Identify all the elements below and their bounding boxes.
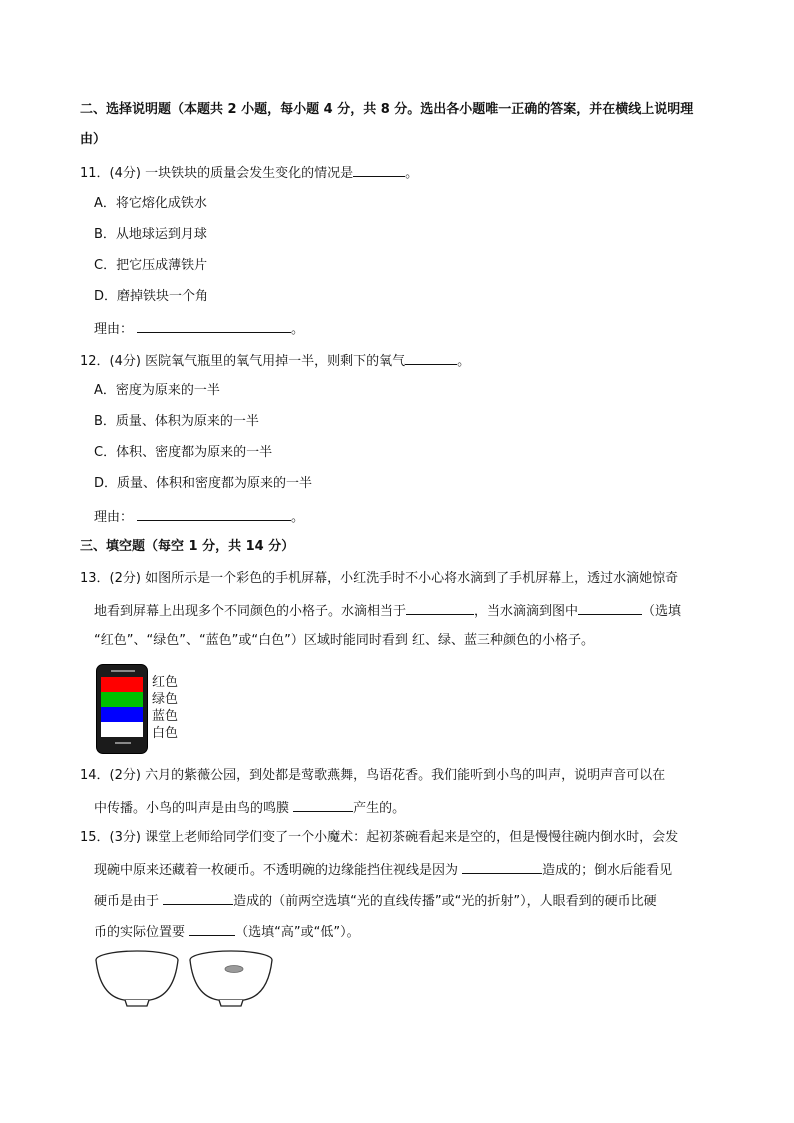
q15-line3-end: 造成的（前两空选填“光的直线传播”或“光的折射”），人眼看到的硬币比硬 xyxy=(233,894,657,909)
section2-title-line2: 由） xyxy=(80,132,107,147)
q13-line2-text: 地看到屏幕上出现多个不同颜色的小格子。水滴相当于 xyxy=(94,604,407,619)
label-blue: 蓝色 xyxy=(152,709,179,724)
q15-line1: 15．(3分) 课堂上老师给同学们变了一个小魔术：起初茶碗看起来是空的，但是慢慢往碗内倒水时，会发 xyxy=(80,830,679,845)
screen-red-region xyxy=(101,677,143,692)
label-white: 白色 xyxy=(152,726,179,741)
phone-brand-mark xyxy=(111,670,135,672)
q13-blank-2[interactable] xyxy=(578,601,642,615)
empty-bowl-figure xyxy=(92,948,182,1010)
q15-line3-text: 硬币是由于 xyxy=(94,894,164,909)
q11-reason xyxy=(94,319,304,339)
q13-line2-mid: ，当水滴滴到图中 xyxy=(474,604,579,619)
q15-blank-3[interactable] xyxy=(189,922,235,936)
bowl-foot xyxy=(219,1000,243,1006)
phone-figure-labels xyxy=(152,674,178,742)
q12-stem-text: 12．(4分) 医院氧气瓶里的氧气用掉一半，则剩下的氧气 xyxy=(80,354,406,369)
q14-line2 xyxy=(94,798,405,818)
q13-line2 xyxy=(94,601,681,621)
q15-line2-end: 造成的；倒水后能看见 xyxy=(542,863,673,878)
q12-reason-blank[interactable] xyxy=(137,507,291,521)
q15-line2 xyxy=(94,860,672,880)
q11-option-c: C．把它压成薄铁片 xyxy=(94,258,208,273)
screen-blue-region xyxy=(101,707,143,722)
q15-blank-2[interactable] xyxy=(163,891,233,905)
section2-title-line1: 二、选择说明题（本题共 2 小题，每小题 4 分，共 8 分。选出各小题唯一正确的答案，并在横线上说明理 xyxy=(80,102,694,117)
q12-reason-label: 理由： xyxy=(94,510,134,525)
bowl-body xyxy=(96,960,178,1000)
q12-answer-blank[interactable] xyxy=(405,351,457,365)
q11-reason-blank[interactable] xyxy=(137,319,291,333)
q12-option-c: C．体积、密度都为原来的一半 xyxy=(94,445,273,460)
q12-option-b: B．质量、体积为原来的一半 xyxy=(94,414,259,429)
q12-option-a: A．密度为原来的一半 xyxy=(94,383,220,398)
q15-blank-1[interactable] xyxy=(462,860,542,874)
phone-model-mark xyxy=(115,742,131,744)
q14-line2-text: 中传播。小鸟的叫声是由鸟的鸣膜 xyxy=(94,801,294,816)
coin-bowl-figure xyxy=(186,948,276,1010)
q15-line4-text: 币的实际位置要 xyxy=(94,925,190,940)
q11-option-a: A．将它熔化成铁水 xyxy=(94,196,207,211)
q13-line3: “红色”、“绿色”、“蓝色”或“白色”）区域时能同时看到 红、绿、蓝三种颜色的小格子。 xyxy=(94,633,595,648)
q15-line4 xyxy=(94,922,360,942)
q13-blank-1[interactable] xyxy=(406,601,474,615)
q15-line3 xyxy=(94,891,657,911)
q14-line2-end: 产生的。 xyxy=(353,801,406,816)
q11-reason-end: 。 xyxy=(291,322,305,337)
q11-stem-text: 11．(4分) 一块铁块的质量会发生变化的情况是 xyxy=(80,166,354,181)
bowl-foot xyxy=(125,1000,149,1006)
q11-option-d: D．磨掉铁块一个角 xyxy=(94,289,209,304)
q12-option-d: D．质量、体积和密度都为原来的一半 xyxy=(94,476,313,491)
q14-blank[interactable] xyxy=(293,798,353,812)
q14-line1: 14．(2分) 六月的紫薇公园，到处都是莺歌燕舞，鸟语花香。我们能听到小鸟的叫声，说明声音可以在 xyxy=(80,768,666,783)
section3-title: 三、填空题（每空 1 分，共 14 分） xyxy=(80,539,295,554)
screen-white-region xyxy=(101,722,143,737)
phone-figure xyxy=(96,664,148,754)
q13-line2-end: （选填 xyxy=(642,604,682,619)
q11-stem-end: 。 xyxy=(405,166,419,181)
q15-line4-end: （选填“高”或“低”）。 xyxy=(235,925,360,940)
q13-line1: 13．(2分) 如图所示是一个彩色的手机屏幕，小红洗手时不小心将水滴到了手机屏幕上，透过水滴她惊奇 xyxy=(80,571,679,586)
q11-answer-blank[interactable] xyxy=(353,163,405,177)
q11-stem xyxy=(80,163,418,183)
screen-green-region xyxy=(101,692,143,707)
label-green: 绿色 xyxy=(152,692,179,707)
q12-reason xyxy=(94,507,304,527)
q11-reason-label: 理由： xyxy=(94,322,134,337)
q12-reason-end: 。 xyxy=(291,510,305,525)
q11-option-b: B．从地球运到月球 xyxy=(94,227,207,242)
q12-stem-end: 。 xyxy=(457,354,471,369)
label-red: 红色 xyxy=(152,675,179,690)
q15-line2-text: 现碗中原来还藏着一枚硬币。不透明碗的边缘能挡住视线是因为 xyxy=(94,863,463,878)
q12-stem xyxy=(80,351,470,371)
coin-icon xyxy=(225,966,243,973)
